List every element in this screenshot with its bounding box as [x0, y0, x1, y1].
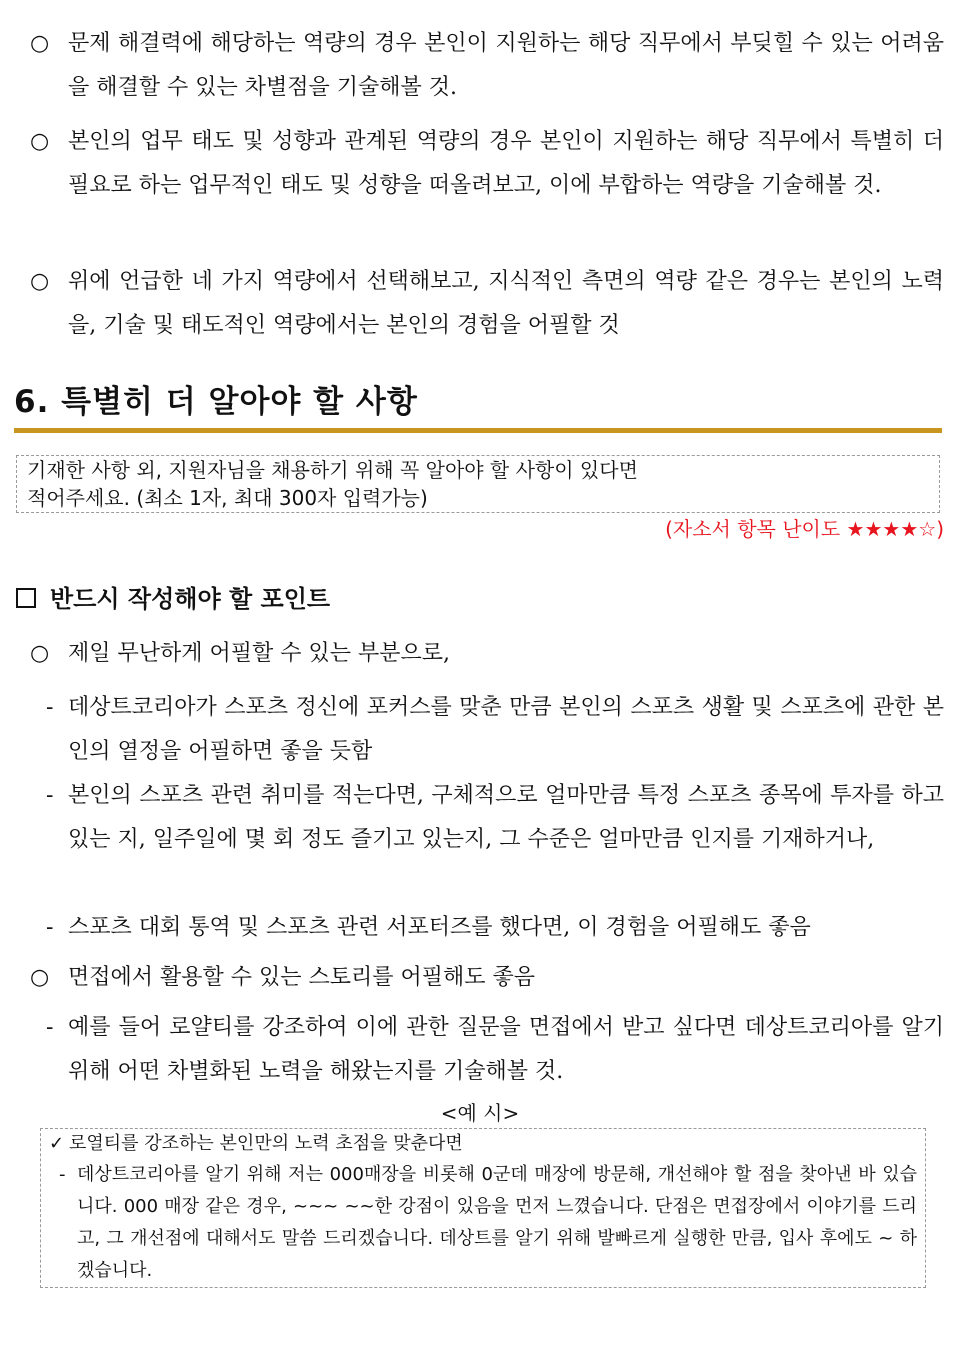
points-heading-text: 반드시 작성해야 할 포인트 [50, 585, 331, 613]
bullet-interview-story [30, 956, 944, 1000]
circle-bullet-icon: ○ [30, 641, 50, 666]
bullet-four-competencies [30, 260, 944, 348]
bullet-text: 제일 무난하게 어필할 수 있는 부분으로, [68, 641, 450, 666]
bullet-safe-appeal [30, 632, 944, 676]
circle-bullet-icon: ○ [30, 31, 50, 56]
bullet-text: 본인의 업무 태도 및 성향과 관계된 역량의 경우 본인이 지원하는 해당 직무에서 특별히 더 필요로 하는 업무적인 태도 및 성향을 떠올려보고, 이에 부합하는 역량을 기술해볼 것. [68, 129, 944, 198]
bullet-problem-solving [30, 22, 944, 110]
points-heading [16, 580, 330, 618]
dash-item [46, 686, 944, 774]
circle-bullet-icon: ○ [30, 269, 50, 294]
bullet-text: 문제 해결력에 해당하는 역량의 경우 본인이 지원하는 해당 직무에서 부딪힐 수 있는 어려움을 해결할 수 있는 차별점을 기술해볼 것. [68, 31, 944, 100]
dash-item [46, 1006, 944, 1094]
section-divider [14, 428, 942, 433]
dash-text: 본인의 스포츠 관련 취미를 적는다면, 구체적으로 얼마만큼 특정 스포츠 종목에 투자를 하고 있는 지, 일주일에 몇 회 정도 즐기고 있는지, 그 수준은 얼마만큼 인지를 기재하거나, [68, 783, 944, 852]
circle-bullet-icon: ○ [30, 129, 50, 154]
circle-bullet-icon: ○ [30, 965, 50, 990]
bullet-text: 위에 언급한 네 가지 역량에서 선택해보고, 지식적인 측면의 역량 같은 경우는 본인의 노력을, 기술 및 태도적인 역량에서는 본인의 경험을 어필할 것 [68, 269, 944, 338]
example-body [59, 1159, 917, 1287]
question-box [16, 455, 940, 513]
example-body-text: 데상트코리아를 알기 위해 저는 000매장을 비롯해 0군데 매장에 방문해, 개선해야 할 점을 찾아낸 바 있습니다. 000 매장 같은 경우, ~~~ ~~한 강점이 있음을 먼저 느꼈습니다. 단점은 면접장에서 이야기를 드리고, 그 개선점에 대해서도 말씀 드리겠습니다. 데상트를 알기 위해 발빠르게 실행한 만큼, 입사 후에도 ~ 하겠습니다. [77, 1164, 917, 1281]
dash-bullet: - [46, 783, 54, 808]
dash-bullet: - [46, 1015, 54, 1040]
question-line: 적어주세요. (최소 1자, 최대 300자 입력가능) [27, 486, 428, 510]
checkmark-icon: ✓ [49, 1133, 65, 1154]
dash-item [46, 774, 944, 862]
dash-text: 데상트코리아가 스포츠 정신에 포커스를 맞춘 만큼 본인의 스포츠 생활 및 스포츠에 관한 본인의 열정을 어필하면 좋을 듯함 [68, 695, 944, 764]
example-heading-text: 로열티를 강조하는 본인만의 노력 초점을 맞춘다면 [69, 1133, 463, 1154]
dash-item [46, 906, 944, 950]
dash-bullet: - [59, 1164, 66, 1185]
dash-text: 예를 들어 로얄티를 강조하여 이에 관한 질문을 면접에서 받고 싶다면 데상트코리아를 알기 위해 어떤 차별화된 노력을 해왔는지를 기술해볼 것. [68, 1015, 944, 1084]
bullet-work-attitude [30, 120, 944, 208]
example-label: <예 시> [440, 1101, 520, 1125]
example-box [40, 1128, 926, 1288]
bullet-text: 면접에서 활용할 수 있는 스토리를 어필해도 좋음 [68, 965, 536, 990]
example-heading [49, 1129, 463, 1159]
dash-text: 스포츠 대회 통역 및 스포츠 관련 서포터즈를 했다면, 이 경험을 어필해도 좋음 [68, 915, 811, 940]
dash-bullet: - [46, 915, 54, 940]
checkbox-square-icon [16, 588, 36, 608]
section-title: 6. 특별히 더 알아야 할 사항 [14, 384, 418, 420]
dash-bullet: - [46, 695, 54, 720]
question-line: 기재한 사항 외, 지원자님을 채용하기 위해 꼭 알아야 할 사항이 있다면 [27, 458, 638, 482]
difficulty-rating: (자소서 항목 난이도 ★★★★☆) [665, 517, 944, 541]
